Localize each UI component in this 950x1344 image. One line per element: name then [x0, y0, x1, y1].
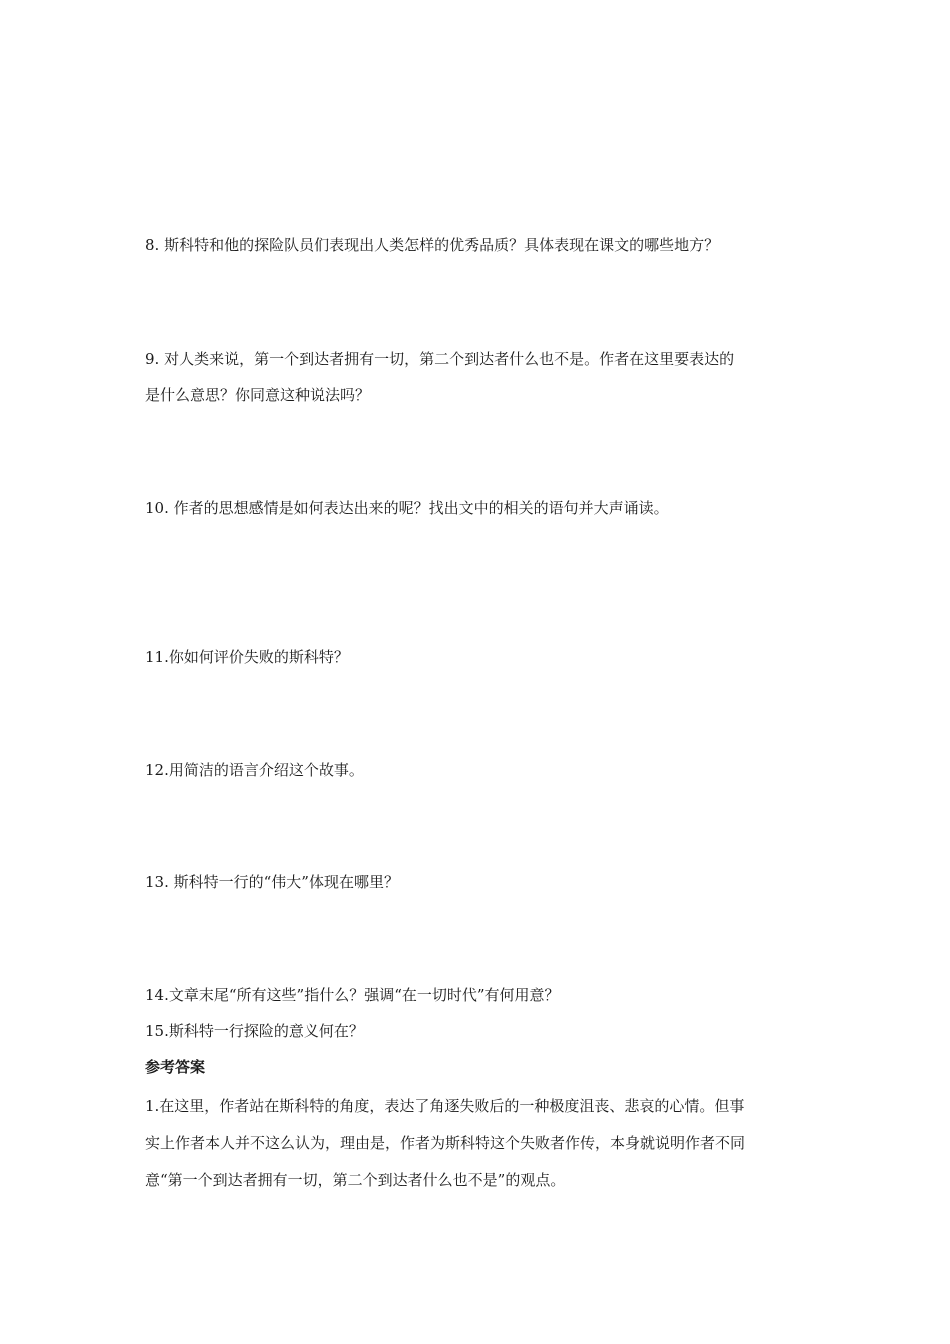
question-8: 8. 斯科特和他的探险队员们表现出人类怎样的优秀品质？具体表现在课文的哪些地方？	[145, 236, 720, 254]
answer-1-line-1: 1.在这里，作者站在斯科特的角度，表达了角逐失败后的一种极度沮丧、悲哀的心情。但事	[145, 1097, 745, 1115]
answers-heading: 参考答案	[145, 1058, 206, 1076]
question-9-line-1: 9. 对人类来说，第一个到达者拥有一切，第二个到达者什么也不是。作者在这里要表达的	[145, 350, 735, 368]
question-12: 12.用简洁的语言介绍这个故事。	[145, 761, 364, 779]
question-9-line-2: 是什么意思？你同意这种说法吗？	[145, 386, 371, 404]
question-11: 11.你如何评价失败的斯科特？	[145, 648, 349, 666]
answer-1-line-2: 实上作者本人并不这么认为，理由是，作者为斯科特这个失败者作传，本身就说明作者不同	[145, 1134, 746, 1152]
question-15: 15.斯科特一行探险的意义何在？	[145, 1022, 364, 1040]
answer-1-line-3: 意“第一个到达者拥有一切，第二个到达者什么也不是”的观点。	[145, 1171, 566, 1189]
question-14: 14.文章末尾“所有这些”指什么？强调“在一切时代”有何用意？	[145, 986, 560, 1004]
question-10: 10. 作者的思想感情是如何表达出来的呢？找出文中的相关的语句并大声诵读。	[145, 499, 669, 517]
question-13: 13. 斯科特一行的“伟大”体现在哪里？	[145, 873, 399, 891]
